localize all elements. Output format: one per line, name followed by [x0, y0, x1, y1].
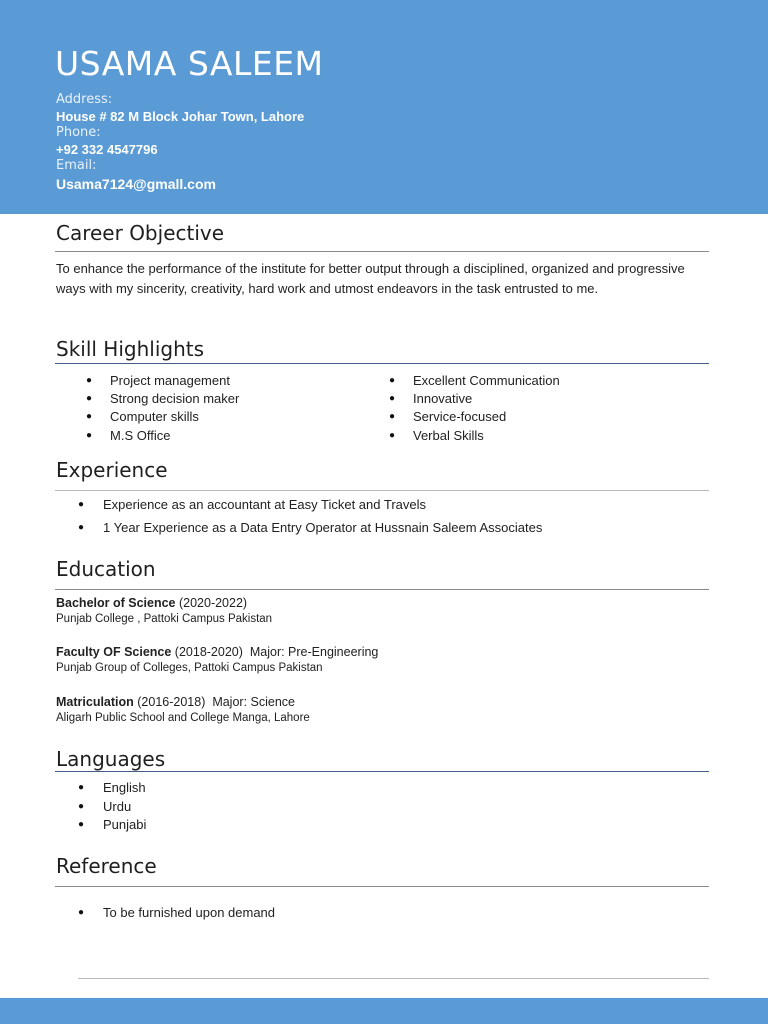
reference-item: To be furnished upon demand [103, 905, 276, 920]
language-item: Urdu [103, 798, 132, 814]
experience-list [78, 495, 718, 541]
degree-years: (2016-2018) [133, 695, 206, 709]
list-item [78, 798, 378, 817]
list-item [56, 408, 336, 426]
degree-name: Bachelor of Science [56, 596, 176, 610]
skill-item: M.S Office [110, 427, 171, 443]
bullet-icon: ● [389, 375, 396, 386]
list-item [78, 816, 378, 835]
experience-title: Experience [56, 458, 168, 482]
education-entry [56, 644, 706, 676]
institution-name: Punjab College , Pattoki Campus Pakistan [56, 613, 273, 625]
list-item [56, 390, 336, 408]
skill-highlights-divider [55, 363, 709, 364]
bullet-icon: ● [389, 411, 396, 423]
bullet-icon: ● [78, 782, 85, 793]
skill-item: Verbal Skills [413, 427, 484, 443]
footer-divider [78, 978, 709, 979]
list-item [359, 390, 639, 408]
languages-title: Languages [56, 747, 166, 771]
bullet-icon: ● [86, 429, 93, 441]
bullet-icon: ● [78, 499, 85, 510]
address-label: Address: [56, 92, 113, 107]
address-value: House # 82 M Block Johar Town, Lahore [56, 109, 305, 124]
footer-bar [0, 998, 768, 1024]
skills-list-right [359, 372, 639, 445]
skill-highlights-title: Skill Highlights [56, 337, 205, 361]
skills-list-left [56, 372, 336, 445]
phone-label: Phone: [56, 125, 101, 140]
bullet-icon: ● [78, 800, 85, 812]
degree-years: (2020-2022) [175, 596, 248, 610]
education-divider [55, 589, 709, 590]
list-item [359, 427, 639, 445]
skill-item: Service-focused [413, 409, 507, 425]
bullet-icon: ● [86, 411, 93, 423]
resume-header [0, 0, 768, 214]
email-value: Usama7124@gmall.com [56, 176, 216, 192]
reference-list [78, 904, 478, 924]
email-label: Email: [56, 158, 97, 173]
degree-major: Major: Science [205, 695, 295, 709]
education-entry [56, 595, 706, 627]
institution-name: Aligarh Public School and College Manga, Lahore [56, 712, 310, 724]
experience-item: Experience as an accountant at Easy Ticket and Travels [103, 497, 427, 512]
degree-major: Major: Pre-Engineering [242, 645, 379, 659]
candidate-name: USAMA SALEEM [55, 44, 324, 83]
language-item: Punjabi [103, 817, 147, 832]
bullet-icon: ● [78, 819, 85, 830]
list-item [56, 372, 336, 390]
list-item [78, 904, 478, 924]
skill-item: Innovative [413, 391, 473, 407]
career-objective-title: Career Objective [56, 221, 225, 245]
skill-item: Computer skills [110, 409, 199, 425]
education-entry [56, 694, 706, 726]
list-item [56, 427, 336, 445]
experience-divider [55, 490, 709, 491]
career-objective-text: To enhance the performance of the institute for better output through a disciplined, organized and progressive ways with my sincerity, creativity, hard work and utmost endeavors in the task entrusted to me. [56, 261, 685, 296]
languages-divider [55, 771, 709, 772]
language-item: English [103, 780, 146, 795]
skill-item: Project management [110, 373, 230, 388]
languages-list [78, 779, 378, 835]
list-item [78, 779, 378, 798]
phone-value: +92 332 4547796 [56, 142, 158, 157]
education-title: Education [56, 557, 156, 581]
degree-name: Faculty OF Science [56, 645, 172, 659]
list-item [359, 372, 639, 390]
bullet-icon: ● [78, 522, 85, 533]
bullet-icon: ● [78, 907, 85, 918]
skill-item: Excellent Communication [413, 373, 560, 388]
contact-block [56, 92, 656, 194]
list-item [359, 408, 639, 426]
institution-name: Punjab Group of Colleges, Pattoki Campus Pakistan [56, 662, 323, 674]
skill-item: Strong decision maker [110, 391, 240, 407]
list-item [78, 518, 718, 541]
list-item [78, 495, 718, 518]
bullet-icon: ● [389, 393, 396, 405]
experience-item: 1 Year Experience as a Data Entry Operator at Hussnain Saleem Associates [103, 520, 543, 535]
bullet-icon: ● [86, 393, 93, 405]
reference-title: Reference [56, 854, 157, 878]
reference-divider [55, 886, 709, 887]
bullet-icon: ● [389, 429, 396, 441]
bullet-icon: ● [86, 375, 93, 386]
degree-name: Matriculation [56, 695, 134, 709]
career-objective-divider [55, 251, 709, 252]
degree-years: (2018-2020) [171, 645, 243, 659]
